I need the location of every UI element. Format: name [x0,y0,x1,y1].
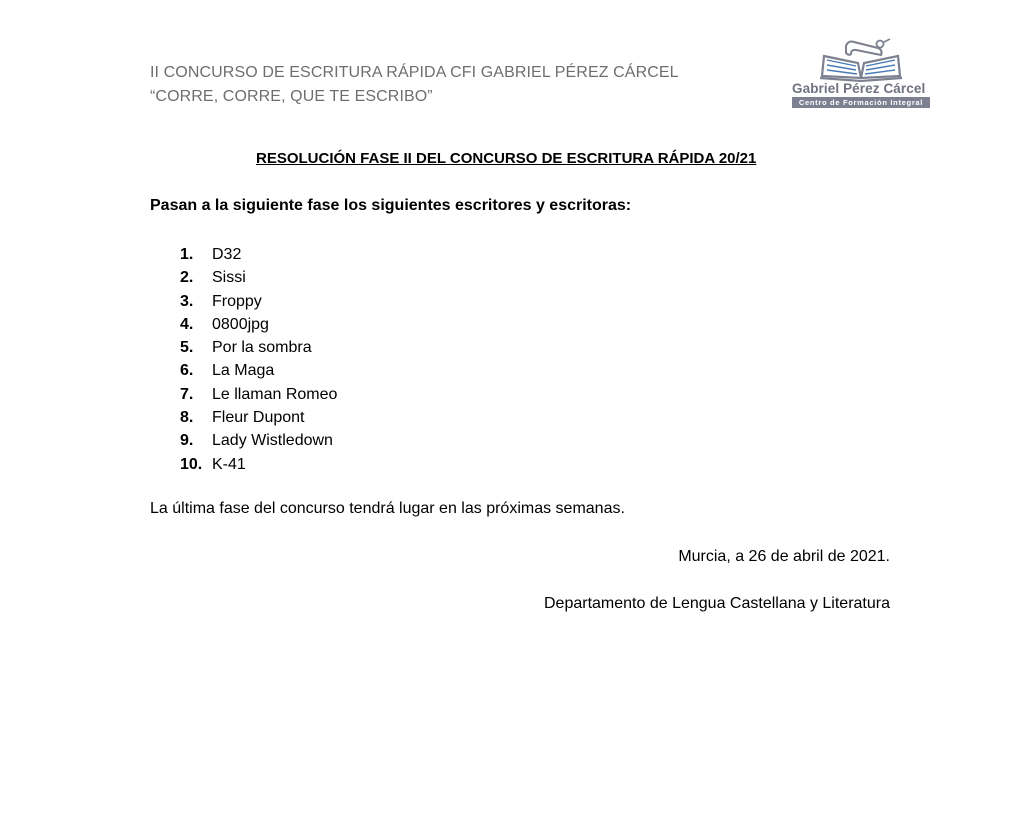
list-item-name: D32 [212,246,242,263]
list-item [180,453,337,476]
list-item [180,243,337,266]
document-title: RESOLUCIÓN FASE II DEL CONCURSO DE ESCRITURA RÁPIDA 20/21 [256,150,757,167]
list-item-number: 3. [180,292,194,310]
list-item [180,383,337,406]
list-item-name: Froppy [212,292,262,310]
header-contest-name: II CONCURSO DE ESCRITURA RÁPIDA CFI GABRIEL PÉREZ CÁRCEL [150,64,679,81]
list-item-name: Sissi [212,269,246,287]
list-item-name: La Maga [212,362,275,380]
list-item-number: 2. [180,269,194,287]
list-item [180,266,337,289]
school-logo [788,36,934,112]
signature-department: Departamento de Lengua Castellana y Literatura [544,595,890,612]
open-book-scroll-icon [818,36,904,82]
document-intro: Pasan a la siguiente fase los siguientes escritores y escritoras: [150,197,632,214]
header-contest-slogan: “CORRE, CORRE, QUE TE ESCRIBO” [150,88,433,105]
list-item-number: 7. [180,385,194,403]
list-item-number: 4. [180,315,194,333]
list-item [180,313,337,336]
date-line: Murcia, a 26 de abril de 2021. [678,548,890,565]
list-item-name: Fleur Dupont [212,409,305,427]
list-item-number: 1. [180,246,194,263]
logo-school-subtitle: Centro de Formación Integral [792,97,930,108]
list-item-name: Por la sombra [212,339,312,357]
list-item-number: 6. [180,362,194,380]
list-item-name: 0800jpg [212,315,269,333]
list-item [180,429,337,452]
list-item-number: 5. [180,339,194,357]
list-item-name: Lady Wistledown [212,432,333,450]
list-item-number: 9. [180,432,194,450]
list-item [180,290,337,313]
logo-school-name: Gabriel Pérez Cárcel [792,81,926,96]
list-item [180,336,337,359]
list-item-name: Le llaman Romeo [212,385,338,403]
list-item-name: K-41 [212,455,246,473]
closing-paragraph: La última fase del concurso tendrá lugar en las próximas semanas. [150,500,625,517]
list-item [180,359,337,382]
list-item-number: 10. [180,455,203,473]
writers-list [180,243,337,476]
list-item-number: 8. [180,409,194,427]
list-item [180,406,337,429]
